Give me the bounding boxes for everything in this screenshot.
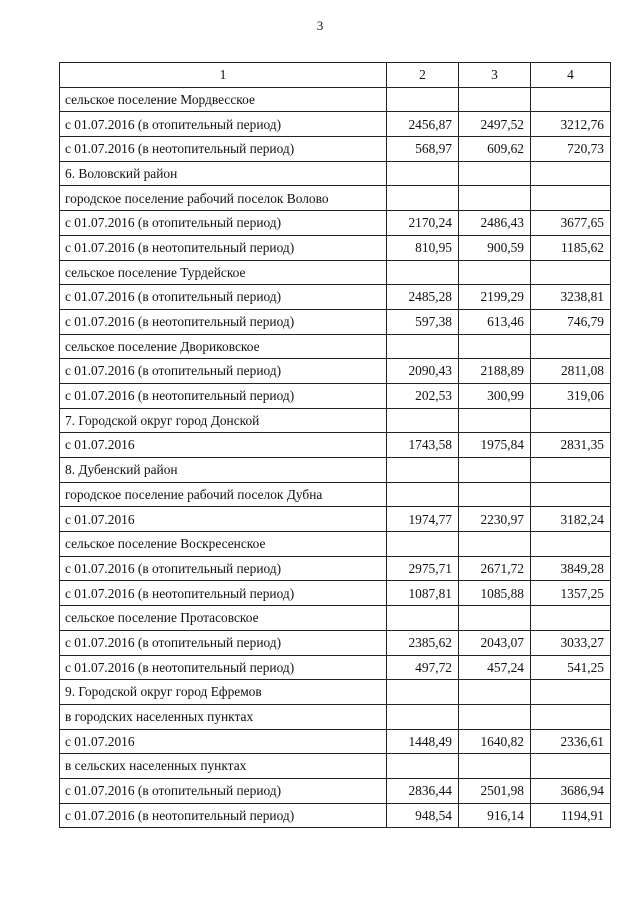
row-label-cell: с 01.07.2016 (в отопительный период) — [60, 211, 387, 236]
value-cell-col2: 1087,81 — [387, 581, 459, 606]
row-label-cell: сельское поселение Двориковское — [60, 334, 387, 359]
header-cell-4: 4 — [531, 63, 611, 88]
table-header-row — [60, 63, 611, 88]
value-cell-col4 — [531, 408, 611, 433]
value-cell-col4 — [531, 186, 611, 211]
value-cell-col3 — [459, 260, 531, 285]
value-cell-col2 — [387, 408, 459, 433]
value-cell-col2 — [387, 532, 459, 557]
value-cell-col3: 609,62 — [459, 137, 531, 162]
row-label-cell: с 01.07.2016 (в неотопительный период) — [60, 309, 387, 334]
value-cell-col2 — [387, 458, 459, 483]
value-cell-col3: 2043,07 — [459, 630, 531, 655]
value-cell-col4: 720,73 — [531, 137, 611, 162]
value-cell-col4: 3686,94 — [531, 778, 611, 803]
value-cell-col3 — [459, 334, 531, 359]
value-cell-col4: 3849,28 — [531, 556, 611, 581]
table-row — [60, 581, 611, 606]
table-row — [60, 729, 611, 754]
table-row — [60, 334, 611, 359]
value-cell-col4: 3182,24 — [531, 507, 611, 532]
row-label-cell: с 01.07.2016 (в неотопительный период) — [60, 803, 387, 828]
value-cell-col3 — [459, 606, 531, 631]
value-cell-col4 — [531, 458, 611, 483]
value-cell-col4 — [531, 680, 611, 705]
row-label-cell: с 01.07.2016 (в отопительный период) — [60, 778, 387, 803]
header-cell-3: 3 — [459, 63, 531, 88]
value-cell-col3: 2486,43 — [459, 211, 531, 236]
value-cell-col4 — [531, 532, 611, 557]
value-cell-col4: 1185,62 — [531, 235, 611, 260]
value-cell-col2 — [387, 260, 459, 285]
value-cell-col3: 613,46 — [459, 309, 531, 334]
table-row — [60, 112, 611, 137]
tariff-table — [59, 62, 611, 828]
value-cell-col2: 1974,77 — [387, 507, 459, 532]
row-label-cell: с 01.07.2016 (в неотопительный период) — [60, 137, 387, 162]
value-cell-col2: 597,38 — [387, 309, 459, 334]
value-cell-col4: 3212,76 — [531, 112, 611, 137]
row-label-cell: 7. Городской округ город Донской — [60, 408, 387, 433]
row-label-cell: 6. Воловский район — [60, 161, 387, 186]
value-cell-col4: 3677,65 — [531, 211, 611, 236]
value-cell-col3: 457,24 — [459, 655, 531, 680]
value-cell-col3 — [459, 482, 531, 507]
value-cell-col3 — [459, 680, 531, 705]
value-cell-col3: 2199,29 — [459, 285, 531, 310]
table-row — [60, 433, 611, 458]
value-cell-col2: 202,53 — [387, 383, 459, 408]
value-cell-col2: 810,95 — [387, 235, 459, 260]
value-cell-col3 — [459, 161, 531, 186]
table-row — [60, 754, 611, 779]
table-row — [60, 186, 611, 211]
table-row — [60, 211, 611, 236]
value-cell-col4: 3033,27 — [531, 630, 611, 655]
value-cell-col4 — [531, 334, 611, 359]
row-label-cell: городское поселение рабочий поселок Волово — [60, 186, 387, 211]
value-cell-col4: 1194,91 — [531, 803, 611, 828]
row-label-cell: с 01.07.2016 (в отопительный период) — [60, 112, 387, 137]
value-cell-col3: 900,59 — [459, 235, 531, 260]
table-row — [60, 458, 611, 483]
value-cell-col4: 2336,61 — [531, 729, 611, 754]
table-row — [60, 704, 611, 729]
table-row — [60, 309, 611, 334]
row-label-cell: с 01.07.2016 — [60, 433, 387, 458]
table-row — [60, 260, 611, 285]
value-cell-col3: 2230,97 — [459, 507, 531, 532]
value-cell-col2 — [387, 704, 459, 729]
value-cell-col3 — [459, 87, 531, 112]
value-cell-col3 — [459, 704, 531, 729]
table-row — [60, 778, 611, 803]
row-label-cell: с 01.07.2016 (в отопительный период) — [60, 359, 387, 384]
row-label-cell: с 01.07.2016 (в неотопительный период) — [60, 655, 387, 680]
value-cell-col4 — [531, 606, 611, 631]
table-row — [60, 482, 611, 507]
page-number: 3 — [316, 18, 324, 33]
table-row — [60, 359, 611, 384]
row-label-cell: сельское поселение Мордвесское — [60, 87, 387, 112]
value-cell-col4: 746,79 — [531, 309, 611, 334]
value-cell-col2: 2170,24 — [387, 211, 459, 236]
value-cell-col2: 948,54 — [387, 803, 459, 828]
value-cell-col4 — [531, 260, 611, 285]
value-cell-col2 — [387, 482, 459, 507]
value-cell-col4: 2831,35 — [531, 433, 611, 458]
table-row — [60, 408, 611, 433]
row-label-cell: сельское поселение Протасовское — [60, 606, 387, 631]
value-cell-col2: 2090,43 — [387, 359, 459, 384]
table-row — [60, 606, 611, 631]
value-cell-col2: 1448,49 — [387, 729, 459, 754]
row-label-cell: сельское поселение Воскресенское — [60, 532, 387, 557]
value-cell-col4: 2811,08 — [531, 359, 611, 384]
table-row — [60, 161, 611, 186]
table-row — [60, 680, 611, 705]
value-cell-col3 — [459, 532, 531, 557]
value-cell-col4: 319,06 — [531, 383, 611, 408]
value-cell-col2: 2485,28 — [387, 285, 459, 310]
value-cell-col4 — [531, 161, 611, 186]
row-label-cell: 8. Дубенский район — [60, 458, 387, 483]
row-label-cell: в городских населенных пунктах — [60, 704, 387, 729]
value-cell-col2 — [387, 606, 459, 631]
value-cell-col3 — [459, 754, 531, 779]
row-label-cell: с 01.07.2016 (в неотопительный период) — [60, 383, 387, 408]
table-row — [60, 630, 611, 655]
value-cell-col2 — [387, 87, 459, 112]
value-cell-col4 — [531, 87, 611, 112]
value-cell-col2: 2975,71 — [387, 556, 459, 581]
value-cell-col3 — [459, 186, 531, 211]
value-cell-col3: 916,14 — [459, 803, 531, 828]
row-label-cell: в сельских населенных пунктах — [60, 754, 387, 779]
row-label-cell: с 01.07.2016 (в отопительный период) — [60, 285, 387, 310]
row-label-cell: с 01.07.2016 (в неотопительный период) — [60, 581, 387, 606]
value-cell-col2: 497,72 — [387, 655, 459, 680]
value-cell-col4: 541,25 — [531, 655, 611, 680]
table-row — [60, 507, 611, 532]
value-cell-col4: 1357,25 — [531, 581, 611, 606]
header-cell-2: 2 — [387, 63, 459, 88]
value-cell-col4 — [531, 704, 611, 729]
value-cell-col2: 2836,44 — [387, 778, 459, 803]
row-label-cell: 9. Городской округ город Ефремов — [60, 680, 387, 705]
table-row — [60, 383, 611, 408]
table-row — [60, 803, 611, 828]
value-cell-col2 — [387, 161, 459, 186]
value-cell-col3: 2501,98 — [459, 778, 531, 803]
value-cell-col2 — [387, 680, 459, 705]
value-cell-col2 — [387, 754, 459, 779]
value-cell-col2: 568,97 — [387, 137, 459, 162]
value-cell-col3: 1085,88 — [459, 581, 531, 606]
value-cell-col3: 2188,89 — [459, 359, 531, 384]
value-cell-col2 — [387, 186, 459, 211]
table-row — [60, 532, 611, 557]
row-label-cell: с 01.07.2016 (в отопительный период) — [60, 630, 387, 655]
value-cell-col3: 2671,72 — [459, 556, 531, 581]
value-cell-col3: 300,99 — [459, 383, 531, 408]
table-row — [60, 137, 611, 162]
value-cell-col2: 2385,62 — [387, 630, 459, 655]
tariff-table-body — [60, 63, 611, 828]
row-label-cell: с 01.07.2016 (в отопительный период) — [60, 556, 387, 581]
value-cell-col3: 1975,84 — [459, 433, 531, 458]
value-cell-col2 — [387, 334, 459, 359]
row-label-cell: сельское поселение Турдейское — [60, 260, 387, 285]
value-cell-col4 — [531, 482, 611, 507]
value-cell-col4: 3238,81 — [531, 285, 611, 310]
header-cell-1: 1 — [60, 63, 387, 88]
value-cell-col2: 1743,58 — [387, 433, 459, 458]
row-label-cell: с 01.07.2016 — [60, 507, 387, 532]
table-row — [60, 556, 611, 581]
table-row — [60, 235, 611, 260]
table-row — [60, 285, 611, 310]
value-cell-col3: 1640,82 — [459, 729, 531, 754]
row-label-cell: с 01.07.2016 — [60, 729, 387, 754]
value-cell-col3 — [459, 408, 531, 433]
value-cell-col3 — [459, 458, 531, 483]
value-cell-col3: 2497,52 — [459, 112, 531, 137]
row-label-cell: городское поселение рабочий поселок Дубна — [60, 482, 387, 507]
value-cell-col4 — [531, 754, 611, 779]
table-row — [60, 87, 611, 112]
table-row — [60, 655, 611, 680]
value-cell-col2: 2456,87 — [387, 112, 459, 137]
row-label-cell: с 01.07.2016 (в неотопительный период) — [60, 235, 387, 260]
